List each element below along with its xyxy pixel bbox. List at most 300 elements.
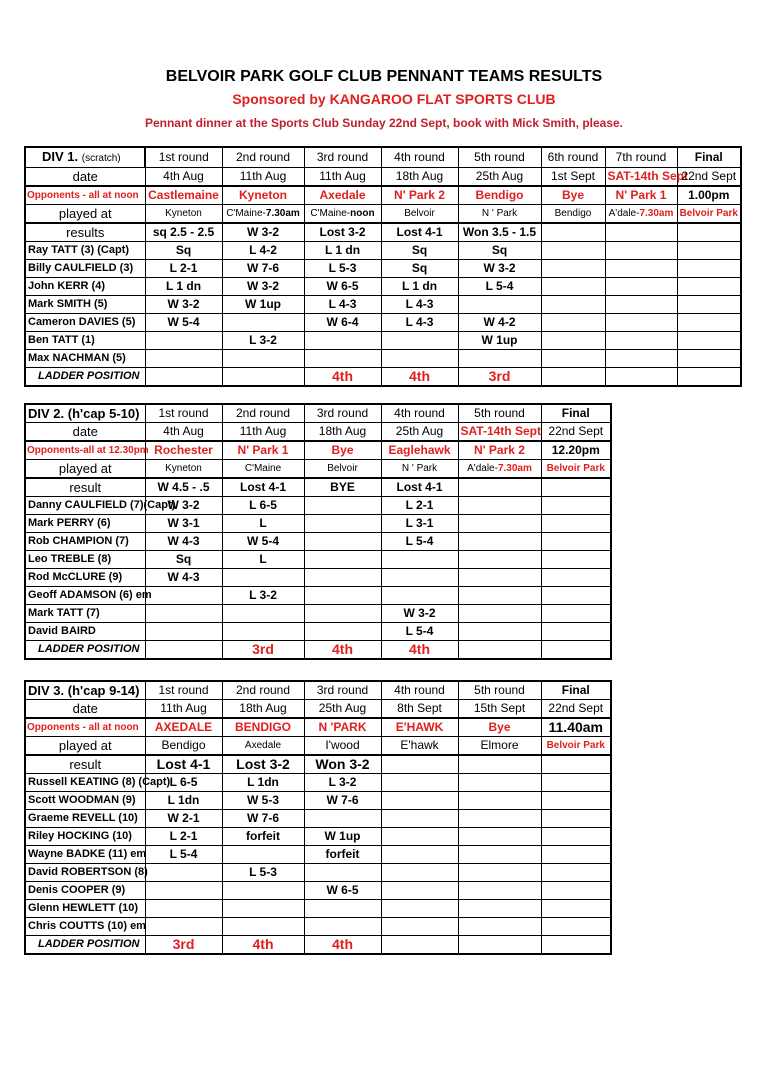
match-result <box>304 623 381 641</box>
match-result: L 5-4 <box>458 278 541 296</box>
player-row <box>25 846 611 864</box>
div3-ladder: 4th <box>304 936 381 955</box>
player-row <box>25 551 611 569</box>
match-result: L 4-3 <box>381 314 458 332</box>
match-result <box>304 900 381 918</box>
div1-ladder-label: LADDER POSITION <box>25 368 145 387</box>
player-name: Mark TATT (7) <box>25 605 145 623</box>
div2-result: W 4.5 - .5 <box>145 478 222 497</box>
match-result <box>677 314 741 332</box>
match-result <box>145 623 222 641</box>
match-result <box>605 296 677 314</box>
div2-ladder: 4th <box>304 641 381 660</box>
div1-opponent: Kyneton <box>222 186 304 205</box>
div1-ladder: 4th <box>381 368 458 387</box>
div3-title: DIV 3. (h'cap 9-14) <box>25 681 145 700</box>
player-name: Cameron DAVIES (5) <box>25 314 145 332</box>
match-result <box>458 497 541 515</box>
div2-opponent: Eaglehawk <box>381 441 458 460</box>
div1-date: 11th Aug <box>222 168 304 187</box>
div3-opp-label: Opponents - all at noon <box>25 718 145 737</box>
div2-opponent: Rochester <box>145 441 222 460</box>
match-result <box>541 278 605 296</box>
match-result <box>541 350 605 368</box>
div3-table <box>24 680 612 955</box>
div3-date: 15th Sept <box>458 700 541 719</box>
div1-venue: N ' Park <box>458 205 541 224</box>
match-result: W 2-1 <box>145 810 222 828</box>
match-result: L 5-3 <box>222 864 304 882</box>
div3-round: 5th round <box>458 681 541 700</box>
div3-venue: I'wood <box>304 737 381 756</box>
player-row <box>25 882 611 900</box>
match-result <box>381 569 458 587</box>
div3-ladder <box>541 936 611 955</box>
player-name: David BAIRD <box>25 623 145 641</box>
div3-opponent: E'HAWK <box>381 718 458 737</box>
player-name: Ben TATT (1) <box>25 332 145 350</box>
page-title: BELVOIR PARK GOLF CLUB PENNANT TEAMS RESULTS <box>165 68 603 85</box>
match-result: L 5-3 <box>304 260 381 278</box>
div2-title: DIV 2. (h'cap 5-10) <box>25 404 145 423</box>
match-result: Sq <box>458 242 541 260</box>
div2-result <box>541 478 611 497</box>
div3-round: 4th round <box>381 681 458 700</box>
match-result <box>458 774 541 792</box>
player-name: Rod McCLURE (9) <box>25 569 145 587</box>
div3-round: 2nd round <box>222 681 304 700</box>
player-name: Chris COUTTS (10) em <box>25 918 145 936</box>
player-name: Max NACHMAN (5) <box>25 350 145 368</box>
div1-result: Lost 4-1 <box>381 223 458 242</box>
div1-ladder-row <box>25 368 741 387</box>
div1-venue: Kyneton <box>145 205 222 224</box>
div1-ladder <box>541 368 605 387</box>
match-result: L 1 dn <box>304 242 381 260</box>
match-result <box>304 918 381 936</box>
match-result: Sq <box>381 242 458 260</box>
div3-ladder: 3rd <box>145 936 222 955</box>
div2-round: 2nd round <box>222 404 304 423</box>
match-result <box>458 900 541 918</box>
match-result <box>145 864 222 882</box>
player-row <box>25 278 741 296</box>
div2-played-label: played at <box>25 460 145 479</box>
match-result <box>458 551 541 569</box>
div2-ladder <box>458 641 541 660</box>
div1-date: 4th Aug <box>145 168 222 187</box>
match-result: L 6-5 <box>222 497 304 515</box>
player-row <box>25 605 611 623</box>
match-result <box>541 900 611 918</box>
match-result: W 1up <box>304 828 381 846</box>
match-result: W 6-5 <box>304 882 381 900</box>
match-result <box>304 810 381 828</box>
match-result <box>677 242 741 260</box>
player-name: John KERR (4) <box>25 278 145 296</box>
match-result <box>222 350 304 368</box>
div1-result: Lost 3-2 <box>304 223 381 242</box>
match-result: W 7-6 <box>304 792 381 810</box>
div1-round-final: Final <box>677 147 741 168</box>
match-result: Sq <box>145 551 222 569</box>
match-result <box>145 900 222 918</box>
div1-opponent: N' Park 1 <box>605 186 677 205</box>
div3-round: 3rd round <box>304 681 381 700</box>
div2-round-row <box>25 404 611 423</box>
match-result <box>222 314 304 332</box>
match-result <box>541 296 605 314</box>
div3-date-row <box>25 700 611 719</box>
div3-date: 22nd Sept <box>541 700 611 719</box>
div1-result <box>677 223 741 242</box>
match-result: W 3-2 <box>381 605 458 623</box>
div2-date: SAT-14th Sept <box>458 423 541 442</box>
player-name: Wayne BADKE (11) em <box>25 846 145 864</box>
div3-date: 25th Aug <box>304 700 381 719</box>
div2-round: 5th round <box>458 404 541 423</box>
dinner-notice: Pennant dinner at the Sports Club Sunday 22nd Sept, book with Mick Smith, please. <box>144 116 624 130</box>
div2-date-label: date <box>25 423 145 442</box>
div2-result: Lost 4-1 <box>222 478 304 497</box>
player-row <box>25 314 741 332</box>
sponsor-line: Sponsored by KANGAROO FLAT SPORTS CLUB <box>232 91 556 107</box>
div1-ladder <box>605 368 677 387</box>
match-result <box>145 605 222 623</box>
match-result <box>381 332 458 350</box>
player-row <box>25 296 741 314</box>
div1-venue: Belvoir Park <box>677 205 741 224</box>
div2-venue: Belvoir Park <box>541 460 611 479</box>
match-result <box>541 810 611 828</box>
match-result: L 4-3 <box>304 296 381 314</box>
match-result <box>458 864 541 882</box>
player-row <box>25 332 741 350</box>
match-result <box>304 497 381 515</box>
match-result <box>541 515 611 533</box>
div3-players <box>25 774 611 936</box>
match-result <box>145 882 222 900</box>
div3-opponent: N 'PARK <box>304 718 381 737</box>
div2-venue: C'Maine <box>222 460 304 479</box>
div1-round-6: 6th round <box>541 147 605 168</box>
div1-venue: Belvoir <box>381 205 458 224</box>
div1-players <box>25 242 741 368</box>
player-row <box>25 918 611 936</box>
player-row <box>25 623 611 641</box>
match-result <box>222 569 304 587</box>
player-row <box>25 350 741 368</box>
match-result: L 4-2 <box>222 242 304 260</box>
div3-venue: Bendigo <box>145 737 222 756</box>
div2-opponent: N' Park 2 <box>458 441 541 460</box>
match-result <box>541 587 611 605</box>
div3-ladder-label: LADDER POSITION <box>25 936 145 955</box>
match-result: L 1 dn <box>145 278 222 296</box>
div2-venue: Belvoir <box>304 460 381 479</box>
div2-results-row <box>25 478 611 497</box>
match-result <box>677 260 741 278</box>
match-result <box>304 864 381 882</box>
div3-venue: Axedale <box>222 737 304 756</box>
match-result <box>605 350 677 368</box>
match-result <box>541 605 611 623</box>
player-row <box>25 569 611 587</box>
div1-result: Won 3.5 - 1.5 <box>458 223 541 242</box>
match-result: L 2-1 <box>145 260 222 278</box>
match-result: forfeit <box>222 828 304 846</box>
div1-round-1: 1st round <box>145 147 222 168</box>
match-result <box>381 587 458 605</box>
match-result <box>222 918 304 936</box>
div1-ladder <box>222 368 304 387</box>
div2-played-row <box>25 460 611 479</box>
div1-ladder: 4th <box>304 368 381 387</box>
div1-opponents-row <box>25 186 741 205</box>
div2-date: 25th Aug <box>381 423 458 442</box>
match-result <box>541 551 611 569</box>
div2-round: 3rd round <box>304 404 381 423</box>
match-result <box>677 350 741 368</box>
div2-opp-label: Opponents-all at 12.30pm <box>25 441 145 460</box>
div3-opponent: Bye <box>458 718 541 737</box>
div2-venue: Kyneton <box>145 460 222 479</box>
match-result: L 1dn <box>145 792 222 810</box>
match-result <box>381 900 458 918</box>
player-row <box>25 260 741 278</box>
match-result <box>541 828 611 846</box>
div2-venue: N ' Park <box>381 460 458 479</box>
match-result <box>381 882 458 900</box>
match-result: L 3-2 <box>222 587 304 605</box>
div2-ladder: 4th <box>381 641 458 660</box>
match-result: W 1up <box>222 296 304 314</box>
div3-results-row <box>25 755 611 774</box>
match-result <box>541 332 605 350</box>
player-row <box>25 828 611 846</box>
match-result <box>381 792 458 810</box>
player-name: Mark PERRY (6) <box>25 515 145 533</box>
div2-results-label: result <box>25 478 145 497</box>
player-row <box>25 774 611 792</box>
div3-result <box>458 755 541 774</box>
match-result: forfeit <box>304 846 381 864</box>
div3-opponents-row <box>25 718 611 737</box>
match-result <box>145 918 222 936</box>
match-result <box>145 350 222 368</box>
match-result <box>541 918 611 936</box>
div2-date: 18th Aug <box>304 423 381 442</box>
div3-date: 8th Sept <box>381 700 458 719</box>
match-result <box>458 533 541 551</box>
div1-ladder <box>677 368 741 387</box>
div3-results-label: result <box>25 755 145 774</box>
match-result <box>605 260 677 278</box>
match-result: W 5-4 <box>145 314 222 332</box>
match-result: L <box>222 515 304 533</box>
player-row <box>25 587 611 605</box>
div3-played-label: played at <box>25 737 145 756</box>
match-result: W 7-6 <box>222 810 304 828</box>
match-result: L <box>222 551 304 569</box>
div3-round-row <box>25 681 611 700</box>
player-name: Scott WOODMAN (9) <box>25 792 145 810</box>
div1-round-5: 5th round <box>458 147 541 168</box>
match-result <box>677 278 741 296</box>
div2-ladder: 3rd <box>222 641 304 660</box>
match-result: L 5-4 <box>145 846 222 864</box>
match-result: W 3-2 <box>458 260 541 278</box>
match-result: W 4-2 <box>458 314 541 332</box>
match-result: L 2-1 <box>381 497 458 515</box>
div1-result <box>605 223 677 242</box>
match-result <box>222 605 304 623</box>
match-result <box>605 314 677 332</box>
div1-opponent: Axedale <box>304 186 381 205</box>
div3-ladder <box>381 936 458 955</box>
div2-result: Lost 4-1 <box>381 478 458 497</box>
match-result: W 6-4 <box>304 314 381 332</box>
match-result <box>381 551 458 569</box>
div2-players <box>25 497 611 641</box>
div1-date: SAT-14th Sept <box>605 168 677 187</box>
match-result: W 1up <box>458 332 541 350</box>
match-result <box>677 332 741 350</box>
player-row <box>25 900 611 918</box>
player-row <box>25 792 611 810</box>
div2-date: 22nd Sept <box>541 423 611 442</box>
div3-venue: Elmore <box>458 737 541 756</box>
player-name: Mark SMITH (5) <box>25 296 145 314</box>
player-name: Ray TATT (3) (Capt) <box>25 242 145 260</box>
match-result: W 6-5 <box>304 278 381 296</box>
match-result <box>541 792 611 810</box>
match-result <box>381 828 458 846</box>
match-result <box>458 828 541 846</box>
player-name: Danny CAULFIELD (7)(Capt) <box>25 497 145 515</box>
div1-title: DIV 1. (scratch) <box>25 147 145 168</box>
div1-date-label: date <box>25 168 145 187</box>
div2-opponents-row <box>25 441 611 460</box>
div2-ladder-row <box>25 641 611 660</box>
player-row <box>25 497 611 515</box>
match-result <box>458 918 541 936</box>
div3-date: 11th Aug <box>145 700 222 719</box>
player-name: Glenn HEWLETT (10) <box>25 900 145 918</box>
player-name: Denis COOPER (9) <box>25 882 145 900</box>
match-result <box>458 569 541 587</box>
match-result: L 3-2 <box>304 774 381 792</box>
div1-opponent: N' Park 2 <box>381 186 458 205</box>
match-result: L 6-5 <box>145 774 222 792</box>
div2-date: 4th Aug <box>145 423 222 442</box>
player-row <box>25 515 611 533</box>
div1-ladder: 3rd <box>458 368 541 387</box>
div3-result <box>381 755 458 774</box>
match-result <box>381 846 458 864</box>
player-row <box>25 242 741 260</box>
match-result <box>304 533 381 551</box>
match-result <box>458 605 541 623</box>
div1-venue: Bendigo <box>541 205 605 224</box>
div3-opponent: BENDIGO <box>222 718 304 737</box>
match-result <box>304 587 381 605</box>
div2-ladder-label: LADDER POSITION <box>25 641 145 660</box>
player-name: Graeme REVELL (10) <box>25 810 145 828</box>
player-row <box>25 533 611 551</box>
div2-opponent: N' Park 1 <box>222 441 304 460</box>
match-result: W 4-3 <box>145 533 222 551</box>
div1-opp-label: Opponents - all at noon <box>25 186 145 205</box>
div1-opponent: Castlemaine <box>145 186 222 205</box>
div3-round-final: Final <box>541 681 611 700</box>
div1-result: W 3-2 <box>222 223 304 242</box>
div1-date: 18th Aug <box>381 168 458 187</box>
match-result: L 4-3 <box>381 296 458 314</box>
div3-result: Lost 3-2 <box>222 755 304 774</box>
div3-venue: E'hawk <box>381 737 458 756</box>
div2-round-final: Final <box>541 404 611 423</box>
match-result <box>605 332 677 350</box>
match-result: Sq <box>381 260 458 278</box>
player-name: Geoff ADAMSON (6) em <box>25 587 145 605</box>
match-result: L 3-1 <box>381 515 458 533</box>
div1-ladder <box>145 368 222 387</box>
div1-round-3: 3rd round <box>304 147 381 168</box>
match-result <box>458 882 541 900</box>
div1-results-label: results <box>25 223 145 242</box>
div3-ladder <box>458 936 541 955</box>
match-result <box>222 623 304 641</box>
div1-date: 22nd Sept <box>677 168 741 187</box>
div1-date-row <box>25 168 741 187</box>
match-result <box>381 350 458 368</box>
player-name: David ROBERTSON (8) <box>25 864 145 882</box>
div1-final-time: 1.00pm <box>677 186 741 205</box>
match-result <box>222 900 304 918</box>
match-result <box>605 242 677 260</box>
match-result <box>381 864 458 882</box>
div1-venue: A'dale-7.30am <box>605 205 677 224</box>
match-result: L 2-1 <box>145 828 222 846</box>
match-result <box>541 569 611 587</box>
match-result <box>541 882 611 900</box>
match-result: W 3-2 <box>222 278 304 296</box>
div3-played-row <box>25 737 611 756</box>
match-result <box>145 332 222 350</box>
div1-venue: C'Maine-noon <box>304 205 381 224</box>
div3-result: Lost 4-1 <box>145 755 222 774</box>
match-result: W 3-2 <box>145 497 222 515</box>
div1-date: 1st Sept <box>541 168 605 187</box>
player-row <box>25 810 611 828</box>
match-result <box>541 623 611 641</box>
match-result <box>222 846 304 864</box>
player-name: Russell KEATING (8) (Capt) <box>25 774 145 792</box>
div1-round-row <box>25 147 741 168</box>
div2-table <box>24 403 612 660</box>
div2-final-time: 12.20pm <box>541 441 611 460</box>
match-result <box>304 551 381 569</box>
match-result <box>304 569 381 587</box>
div2-result: BYE <box>304 478 381 497</box>
div3-venue: Belvoir Park <box>541 737 611 756</box>
match-result: W 5-4 <box>222 533 304 551</box>
div2-venue: A'dale-7.30am <box>458 460 541 479</box>
match-result <box>304 350 381 368</box>
div3-result: Won 3-2 <box>304 755 381 774</box>
match-result: W 4-3 <box>145 569 222 587</box>
